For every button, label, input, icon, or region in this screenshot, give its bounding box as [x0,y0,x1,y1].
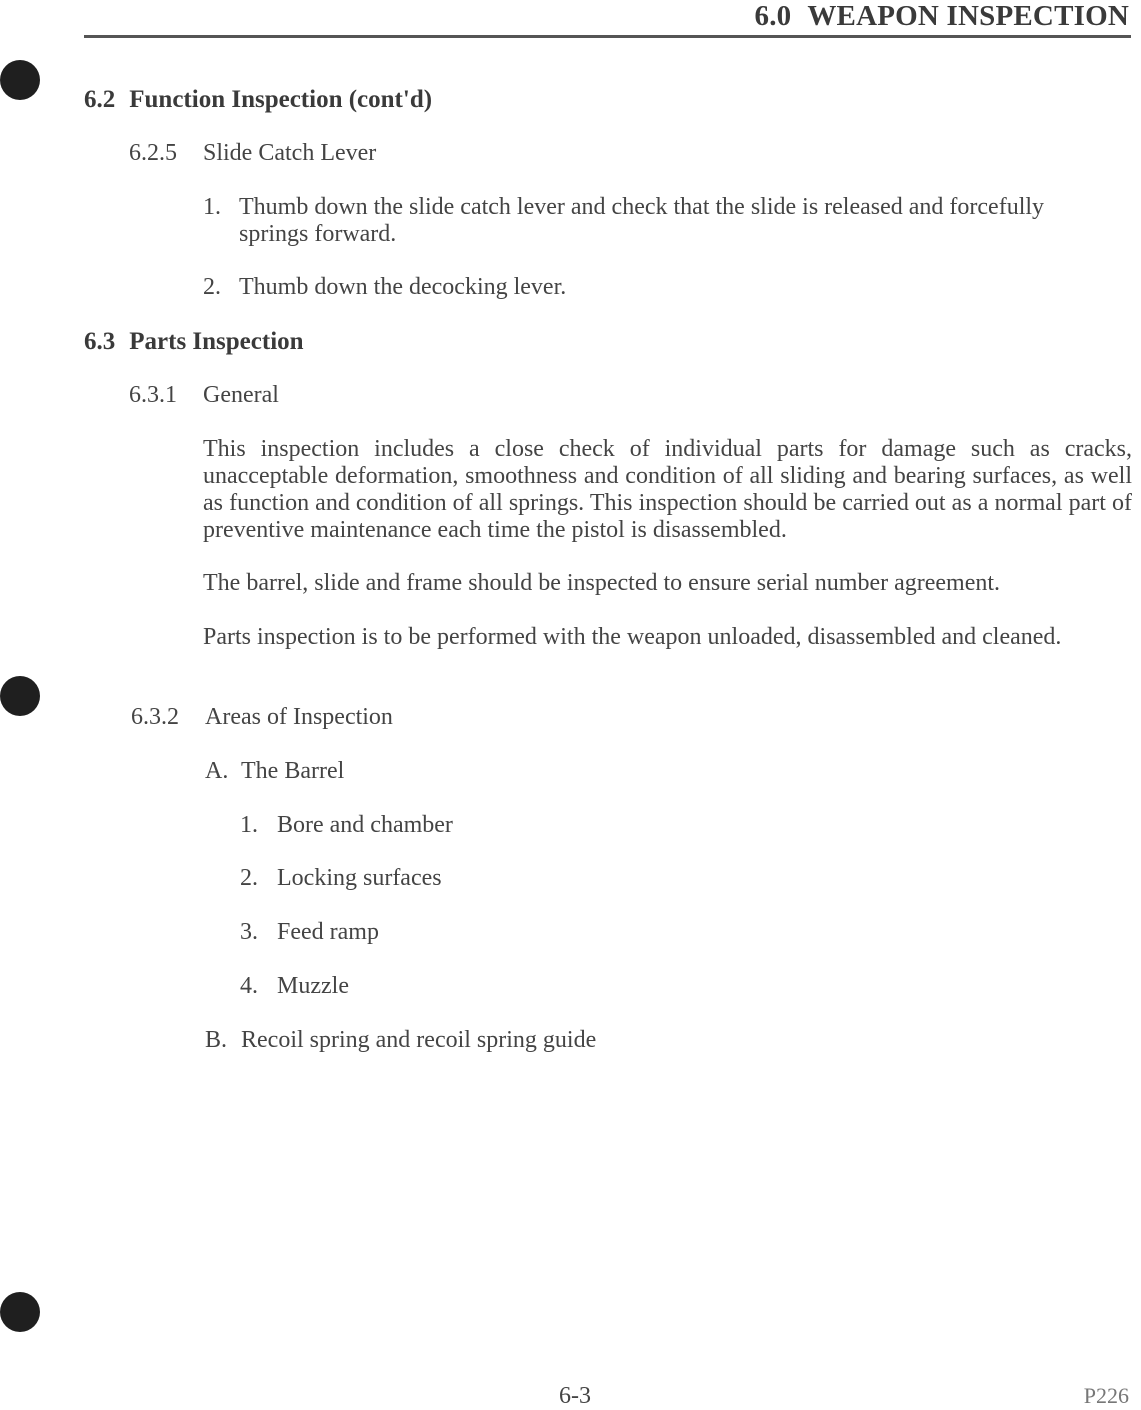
paragraph-general-2: The barrel, slide and frame should be inspected to ensure serial number agreement. [203,570,1001,596]
group-heading-a [205,758,344,785]
binder-hole-middle [0,676,40,716]
model-code: P226 [1083,1383,1129,1408]
heading-6-3-1-title: General [203,382,279,408]
list-item-text: Bore and chamber [277,812,453,838]
list-item-continuation [239,221,396,248]
list-item-text: Feed ramp [277,919,379,945]
heading-6-3-2-number: 6.3.2 [131,704,179,730]
paragraph-general-3: Parts inspection is to be performed with the weapon unloaded, disassembled and cleaned. [203,624,1062,650]
list-item [240,865,442,892]
header-rule [84,35,1131,38]
heading-6-2-number: 6.2 [84,86,116,113]
list-item-number: 2. [203,274,221,300]
binder-hole-bottom [0,1292,40,1332]
section-header-title: WEAPON INSPECTION [807,0,1129,32]
section-header-number: 6.0 [754,0,792,32]
list-item [203,274,566,301]
group-heading-b [205,1027,596,1054]
heading-6-3-2 [131,704,393,731]
list-item-text: springs forward. [239,221,397,247]
list-item-text: Thumb down the decocking lever. [239,274,567,300]
group-title: Recoil spring and recoil spring guide [241,1027,597,1053]
heading-6-2-5 [129,140,376,167]
heading-6-3-1-number: 6.3.1 [129,382,177,408]
group-letter: B. [205,1027,228,1053]
list-item-text: Thumb down the slide catch lever and check that the slide is released and forcefully [239,194,1045,220]
list-item [240,919,379,946]
list-item-number: 4. [240,973,258,999]
heading-6-3 [84,328,304,356]
section-header [755,0,1130,33]
group-letter: A. [205,758,229,784]
page-number: 6-3 [559,1383,591,1409]
heading-6-2-title: Function Inspection (cont'd) [129,86,433,113]
list-item [240,812,453,839]
list-item [203,194,1044,221]
heading-6-3-2-title: Areas of Inspection [205,704,393,730]
binder-hole-top [0,60,40,100]
group-title: The Barrel [241,758,345,784]
list-item-number: 3. [240,919,258,945]
list-item-number: 2. [240,865,258,891]
heading-6-2-5-title: Slide Catch Lever [203,140,377,166]
list-item-text: Locking surfaces [277,865,442,891]
list-item-number: 1. [240,812,258,838]
heading-6-3-1 [129,382,279,409]
list-item-number: 1. [203,194,221,220]
paragraph-general-1: This inspection includes a close check of individual parts for damage such as cracks, unacceptable deformation, smoothness and condition of all sliding and bearing surfaces, as well as function and condition of all springs. This inspection should be carried out as a normal part of preventive maintenance each time the pistol is disassembled. [203,436,1132,543]
list-item [240,973,349,1000]
heading-6-2-5-number: 6.2.5 [129,140,177,166]
heading-6-3-number: 6.3 [84,328,116,355]
list-item-text: Muzzle [277,973,349,999]
heading-6-2 [84,86,432,114]
heading-6-3-title: Parts Inspection [129,328,304,355]
